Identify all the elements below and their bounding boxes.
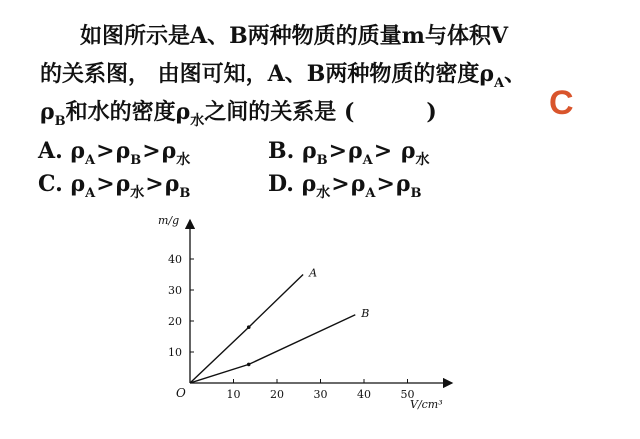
rho-subscript: 水 <box>130 185 145 201</box>
rho-subscript: A <box>85 186 96 201</box>
rho-subscript: A <box>85 153 96 168</box>
rho-subscript: 水 <box>176 152 191 168</box>
close-paren: ) <box>426 99 437 125</box>
series-line-a <box>190 275 303 384</box>
rho-subscript: 水 <box>415 152 430 168</box>
rho-subscript: A <box>493 76 505 91</box>
rho-subscript: B <box>179 186 191 201</box>
rho-symbol: ρ <box>70 171 86 197</box>
rho-symbol: ρ <box>115 171 131 197</box>
rho-subscript: B <box>316 153 328 168</box>
question-line-3-text: 之间的关系是 ( <box>204 99 355 125</box>
x-tick-label: 10 <box>226 388 241 401</box>
x-axis-label: V/cm³ <box>410 398 443 411</box>
greater-than-sign: > <box>331 171 350 197</box>
option-b <box>268 137 430 169</box>
data-point-b <box>247 363 251 367</box>
rho-subscript: B <box>54 114 66 129</box>
series-label-b: B <box>361 306 370 320</box>
rho-subscript: A <box>365 186 376 201</box>
answer-mark: C <box>549 84 574 122</box>
greater-than-sign: > <box>376 171 395 197</box>
question-line-1 <box>80 22 508 50</box>
greater-than-sign: > <box>96 171 115 197</box>
greater-than-sign: > <box>142 138 161 164</box>
mass-volume-chart <box>140 206 470 434</box>
question-line-1-text: 如图所示是A、B两种物质的质量m与体积V <box>80 23 509 49</box>
greater-than-sign: > <box>328 138 348 164</box>
option-label: A. <box>38 138 63 164</box>
rho-symbol: ρ <box>175 99 191 125</box>
rho-subscript: 水 <box>316 185 331 201</box>
option-c <box>38 170 190 202</box>
rho-symbol: ρ <box>479 61 494 87</box>
x-tick-label: 30 <box>313 388 328 401</box>
rho-symbol: ρ <box>161 138 177 164</box>
rho-symbol: ρ <box>40 99 55 125</box>
rho-symbol: ρ <box>350 171 366 197</box>
rho-symbol: ρ <box>348 138 363 164</box>
rho-subscript: B <box>130 153 142 168</box>
rho-subscript: 水 <box>190 113 205 129</box>
rho-symbol: ρ <box>301 138 317 164</box>
series-line-b <box>190 315 355 383</box>
y-tick-label: 40 <box>168 253 182 266</box>
separator: 、 <box>504 61 527 87</box>
option-label: B. <box>268 138 295 164</box>
rho-symbol: ρ <box>400 138 416 164</box>
rho-symbol: ρ <box>164 171 180 197</box>
rho-symbol: ρ <box>70 138 86 164</box>
y-axis-label: m/g <box>158 214 180 227</box>
rho-symbol: ρ <box>395 171 411 197</box>
data-point-a <box>247 325 251 329</box>
x-tick-label: 50 <box>400 388 415 401</box>
option-d <box>268 170 422 202</box>
origin-label: O <box>176 386 186 400</box>
greater-than-sign: > <box>96 138 115 164</box>
y-tick-label: 30 <box>168 284 182 297</box>
question-line-2-text: 的关系图， 由图可知，A、B两种物质的密度 <box>40 61 480 87</box>
rho-symbol: ρ <box>301 171 317 197</box>
series-label-a: A <box>309 266 318 280</box>
option-label: C. <box>38 171 63 197</box>
option-a <box>38 137 190 169</box>
greater-than-sign: > <box>145 171 164 197</box>
y-tick-label: 20 <box>168 315 182 328</box>
question-line-3-text: 和水的密度 <box>65 99 176 125</box>
rho-symbol: ρ <box>115 138 131 164</box>
option-label: D. <box>268 171 294 197</box>
x-tick-label: 40 <box>357 388 371 401</box>
rho-subscript: B <box>410 186 422 201</box>
question-line-2 <box>40 60 526 92</box>
x-tick-label: 20 <box>270 388 284 401</box>
greater-than-sign: > <box>373 138 393 164</box>
rho-subscript: A <box>362 153 373 168</box>
question-line-3 <box>40 98 437 130</box>
y-tick-label: 10 <box>168 346 182 359</box>
